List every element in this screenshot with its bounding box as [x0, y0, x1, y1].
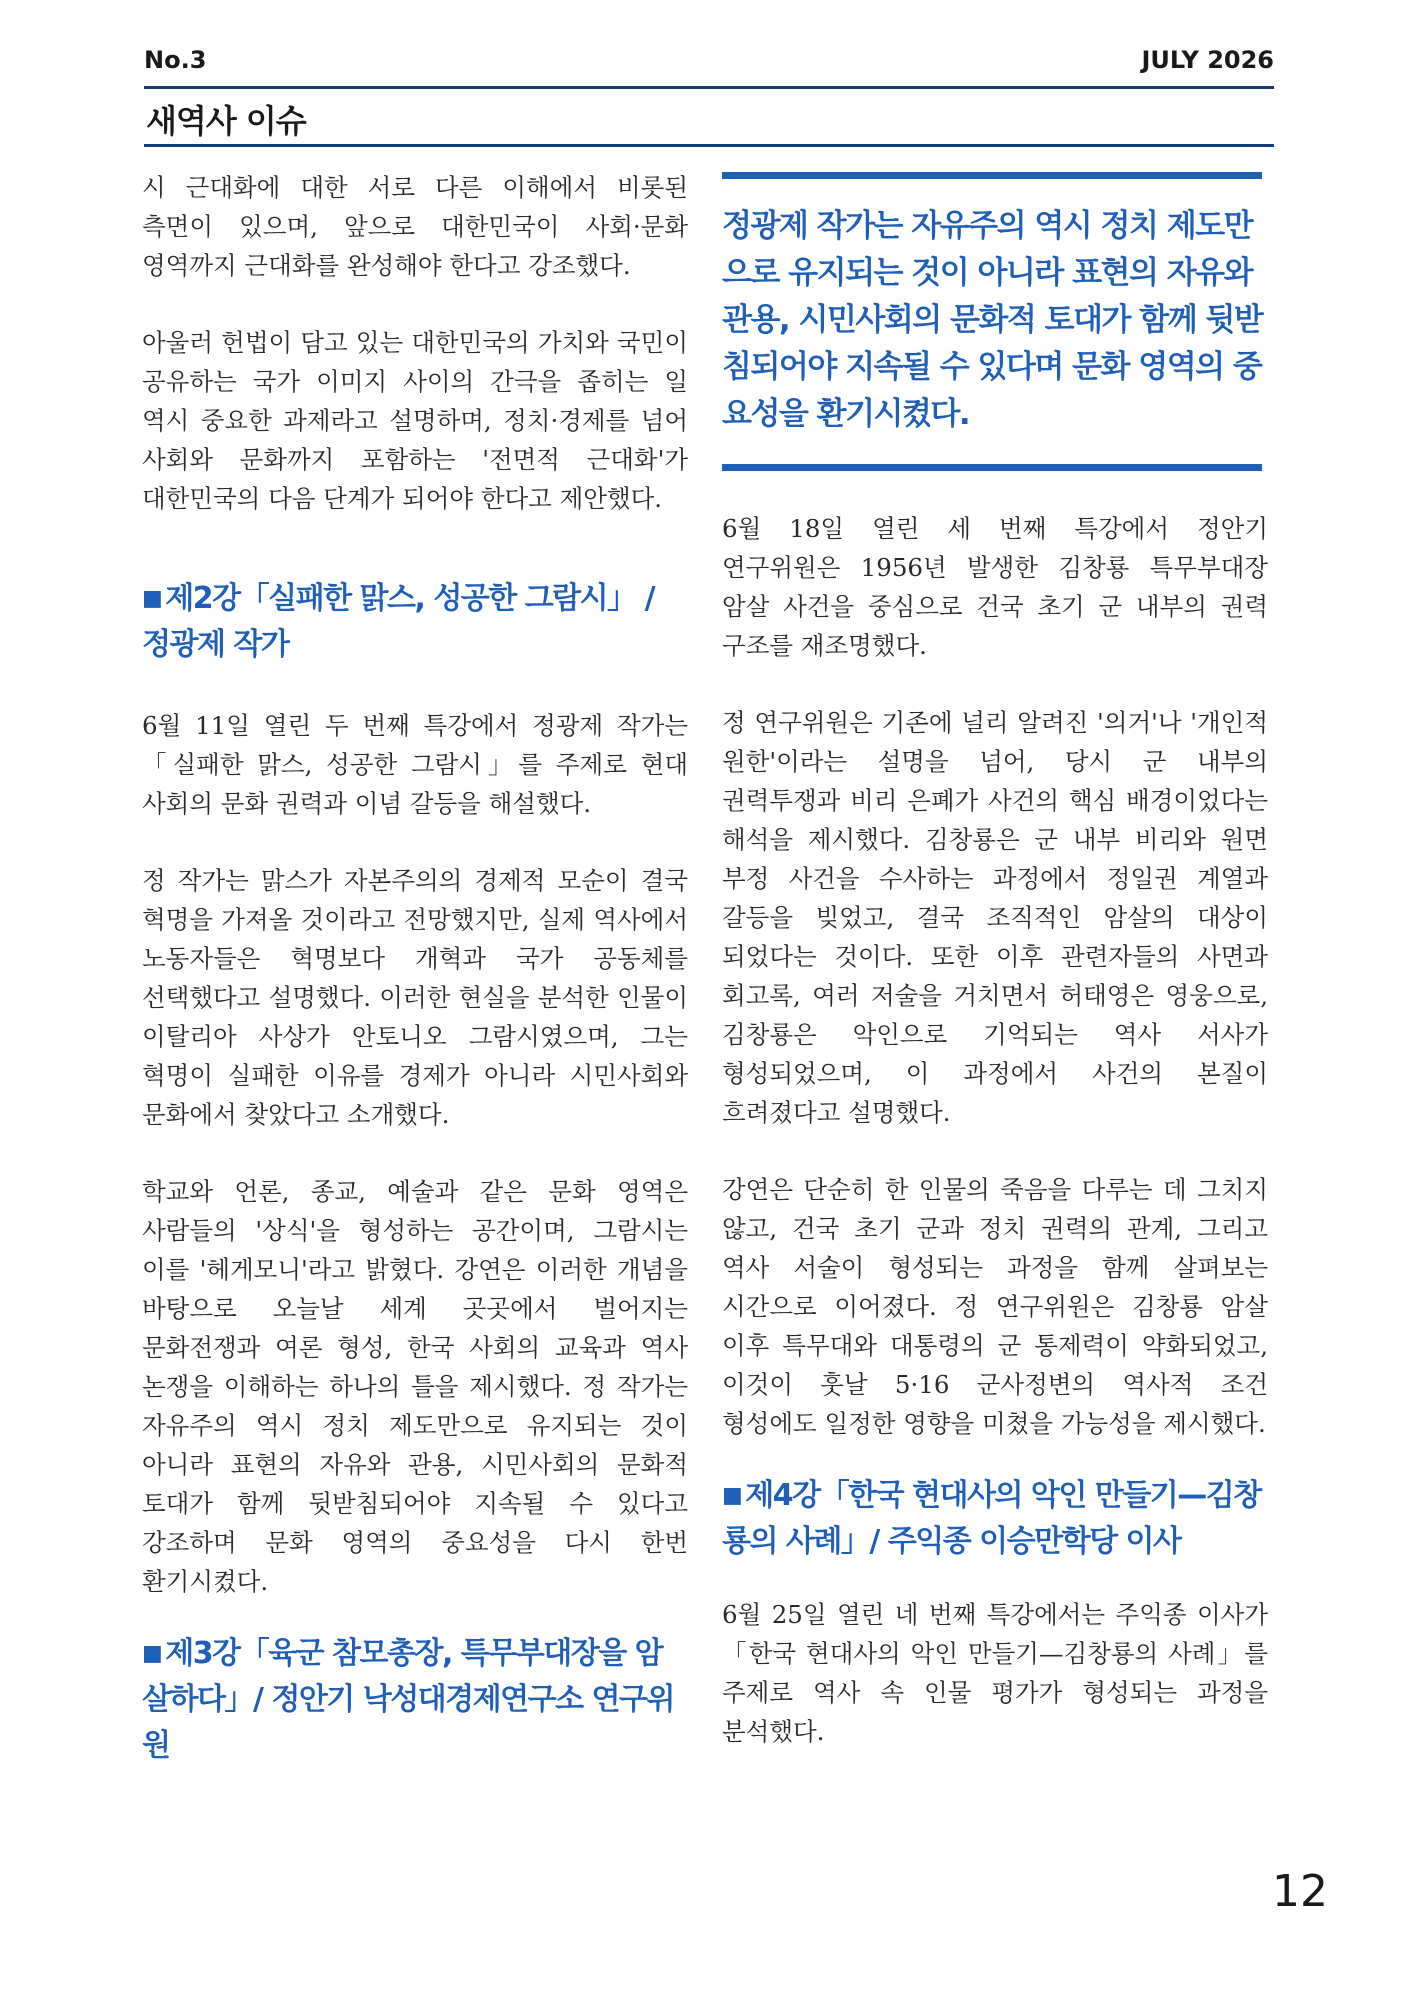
article-paragraph: 시 근대화에 대한 서로 다른 이해에서 비롯된 측면이 있으며, 앞으로 대한민국이 사회·문화 영역까지 근대화를 완성해야 한다고 강조했다. [142, 173, 688, 280]
article-paragraph: 정 연구위원은 기존에 널리 알려진 '의거'나 '개인적 원한'이라는 설명을 넘어, 당시 군 내부의 권력투쟁과 비리 은폐가 사건의 핵심 배경이었다는 해석을 제시했다. 김창룡은 군 내부 비리와 원면 부정 사건을 수사하는 과정에서 정일권 계열과 갈등을 빚었고, 결국 조직적인 암살의 대상이 되었다는 것이다. 또한 이후 관련자들의 사면과 회고록, 여러 저술을 거치면서 허태영은 영웅으로, 김창룡은 악인으로 기억되는 역사 서사가 형성되었으며, 이 과정에서 사건의 본질이 흐려졌다고 설명했다. [722, 708, 1268, 1127]
header-rule-top [144, 86, 1274, 89]
lecture-2-heading [142, 576, 688, 668]
pull-quote-text: 정광제 작가는 자유주의 역시 정치 제도만으로 유지되는 것이 아니라 표현의 자유와 관용, 시민사회의 문화적 토대가 함께 뒷받침되어야 지속될 수 있다며 문화 영역의 중요성을 환기시켰다. [722, 208, 1263, 432]
article-paragraph: 6월 11일 열린 두 번째 특강에서 정광제 작가는「실패한 맑스, 성공한 그람시」를 주제로 현대 사회의 문화 권력과 이념 갈등을 해설했다. [142, 711, 688, 818]
lecture-3-title: 제3강「육군 참모총장, 특무부대장을 암살하다」/ 정안기 낙성대경제연구소 연구위원 [142, 1636, 674, 1763]
article-paragraph: 6월 18일 열린 세 번째 특강에서 정안기 연구위원은 1956년 발생한 김창룡 특무부대장 암살 사건을 중심으로 건국 초기 군 내부의 권력 구조를 재조명했다. [722, 514, 1268, 660]
lecture-2-title: 제2강「실패한 맑스, 성공한 그람시」 / 정광제 작가 [142, 581, 655, 662]
right-column [722, 168, 1268, 1751]
pull-quote [722, 168, 1268, 497]
pull-quote-rule-top [722, 172, 1262, 179]
square-bullet-icon: ■ [722, 1483, 742, 1508]
issue-number: No.3 [144, 46, 207, 74]
article-paragraph: 아울러 헌법이 담고 있는 대한민국의 가치와 국민이 공유하는 국가 이미지 사이의 간극을 좁히는 일 역시 중요한 과제라고 설명하며, 정치·경제를 넘어 사회와 문화까지 포함하는 '전면적 근대화'가 대한민국의 다음 단계가 되어야 한다고 제안했다. [142, 328, 688, 513]
article-paragraph: 6월 25일 열린 네 번째 특강에서는 주익종 이사가「한국 현대사의 악인 만들기—김창룡의 사례」를 주제로 역사 속 인물 평가가 형성되는 과정을 분석했다. [722, 1600, 1268, 1746]
article-paragraph: 학교와 언론, 종교, 예술과 같은 문화 영역은 사람들의 '상식'을 형성하는 공간이며, 그람시는 이를 '헤게모니'라고 밝혔다. 강연은 이러한 개념을 바탕으로 오늘날 세계 곳곳에서 벌어지는 문화전쟁과 여론 형성, 한국 사회의 교육과 역사 논쟁을 이해하는 하나의 틀을 제시했다. 정 작가는 자유주의 역시 정치 제도만으로 유지되는 것이 아니라 표현의 자유와 관용, 시민사회의 문화적 토대가 함께 뒷받침되어야 지속될 수 있다고 강조하며 문화 영역의 중요성을 다시 한번 환기시켰다. [142, 1177, 688, 1596]
issue-date: JULY 2026 [1141, 46, 1274, 74]
lecture-4-heading [722, 1473, 1268, 1565]
article-paragraph: 강연은 단순히 한 인물의 죽음을 다루는 데 그치지 않고, 건국 초기 군과 정치 권력의 관계, 그리고 역사 서술이 형성되는 과정을 함께 살펴보는 시간으로 이어졌다. 정 연구위원은 김창룡 암살 이후 특무대와 대통령의 군 통제력이 약화되었고, 이것이 훗날 5·16 군사정변의 역사적 조건 형성에도 일정한 영향을 미쳤을 가능성을 제시했다. [722, 1175, 1268, 1438]
page-number: 12 [1272, 1866, 1328, 1917]
page-header [144, 46, 1274, 74]
pull-quote-rule-bottom [722, 464, 1262, 471]
section-title: 새역사 이슈 [146, 102, 306, 140]
square-bullet-icon: ■ [142, 586, 162, 611]
left-column [142, 168, 688, 1769]
square-bullet-icon: ■ [142, 1641, 162, 1666]
header-rule-bottom [144, 144, 1274, 147]
lecture-4-title: 제4강「한국 현대사의 악인 만들기—김창룡의 사례」/ 주익종 이승만학당 이사 [722, 1478, 1261, 1559]
lecture-3-heading [142, 1631, 688, 1769]
article-paragraph: 정 작가는 맑스가 자본주의의 경제적 모순이 결국 혁명을 가져올 것이라고 전망했지만, 실제 역사에서 노동자들은 혁명보다 개혁과 국가 공동체를 선택했다고 설명했다. 이러한 현실을 분석한 인물이 이탈리아 사상가 안토니오 그람시였으며, 그는 혁명이 실패한 이유를 경제가 아니라 시민사회와 문화에서 찾았다고 소개했다. [142, 866, 688, 1129]
